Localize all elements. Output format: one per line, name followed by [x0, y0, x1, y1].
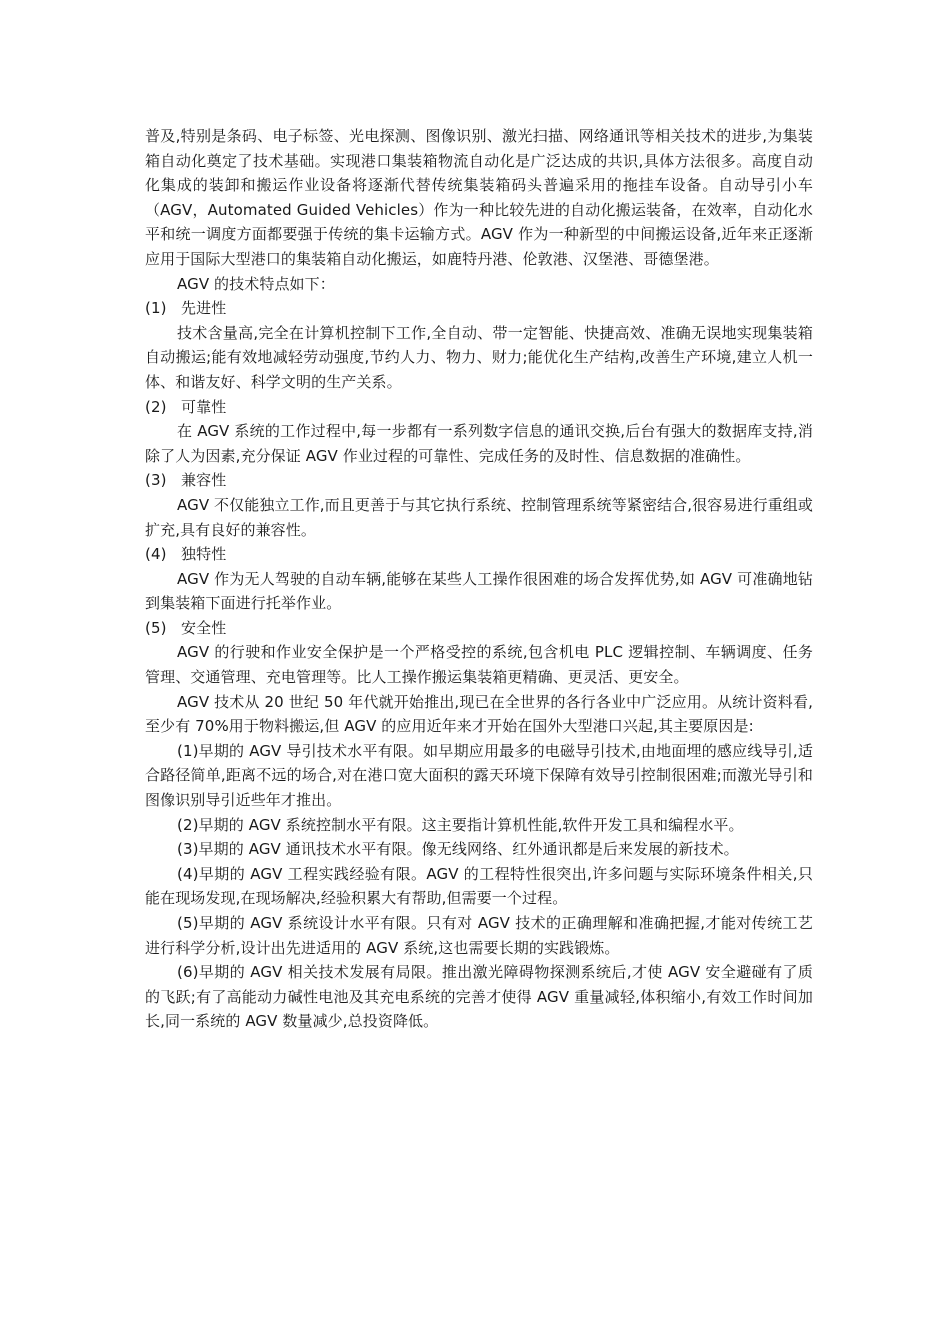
reason-item-1: (1)早期的 AGV 导引技术水平有限。如早期应用最多的电磁导引技术,由地面埋的感应线导引,适合路径简单,距离不远的场合,对在港口宽大面积的露天环境下保障有效导引控制很困难;而激光导引和图像识别导引近些年才推出。	[145, 741, 813, 810]
reason-item-2: (2)早期的 AGV 系统控制水平有限。这主要指计算机性能,软件开发工具和编程水平。	[177, 815, 744, 834]
heading-label: 兼容性	[181, 471, 227, 490]
reason-item-3: (3)早期的 AGV 通讯技术水平有限。像无线网络、红外通讯都是后来发展的新技术。	[177, 840, 739, 859]
heading-number: (2)	[145, 397, 167, 416]
heading-number: (5)	[145, 618, 167, 637]
heading-number: (1)	[145, 299, 167, 318]
document-body	[145, 124, 813, 1034]
feature-heading-reliability	[145, 395, 813, 420]
reason-item-6: (6)早期的 AGV 相关技术发展有局限。推出激光障碍物探测系统后,才使 AGV 安全避碰有了质的飞跃;有了高能动力碱性电池及其充电系统的完善才使得 AGV 重量减轻,体积缩小,有效工作时间加长,同一系统的 AGV 数量减少,总投资降低。	[145, 963, 813, 1031]
feature-heading-uniqueness	[145, 542, 813, 567]
heading-number: (3)	[145, 471, 167, 490]
heading-label: 先进性	[181, 299, 227, 318]
intro-paragraph: 普及,特别是条码、电子标签、光电探测、图像识别、激光扫描、网络通讯等相关技术的进步,为集装箱自动化奠定了技术基础。实现港口集装箱物流自动化是广泛达成的共识,具体方法很多。高度自动化集成的装卸和搬运作业设备将逐渐代替传统集装箱码头普遍采用的拖挂车设备。自动导引小车（AGV，Automated Guided Vehicles）作为一种比较先进的自动化搬运装备，在效率，自动化水平和统一调度方面都要强于传统的集卡运输方式。AGV 作为一种新型的中间搬运设备,近年来正逐渐应用于国际大型港口的集装箱自动化搬运，如鹿特丹港、伦敦港、汉堡港、哥德堡港。	[145, 127, 813, 268]
feature-heading-advanced	[145, 296, 813, 321]
heading-label: 可靠性	[181, 397, 227, 416]
reason-item-5: (5)早期的 AGV 系统设计水平有限。只有对 AGV 技术的正确理解和准确把握,才能对传统工艺进行科学分析,设计出先进适用的 AGV 系统,这也需要长期的实践锻炼。	[145, 914, 813, 957]
uniqueness-paragraph: AGV 作为无人驾驶的自动车辆,能够在某些人工操作很困难的场合发挥优势,如 AGV 可准确地钻到集装箱下面进行托举作业。	[145, 569, 813, 613]
feature-heading-safety	[145, 616, 813, 641]
advanced-paragraph: 技术含量高,完全在计算机控制下工作,全自动、带一定智能、快捷高效、准确无误地实现集装箱自动搬运;能有效地减轻劳动强度,节约人力、物力、财力;能优化生产结构,改善生产环境,建立人机一体、和谐友好、科学文明的生产关系。	[145, 323, 813, 391]
heading-label: 安全性	[181, 618, 227, 637]
heading-number: (4)	[145, 545, 167, 564]
reliability-paragraph: 在 AGV 系统的工作过程中,每一步都有一系列数字信息的通讯交换,后台有强大的数据库支持,消除了人为因素,充分保证 AGV 作业过程的可靠性、完成任务的及时性、信息数据的准确性。	[145, 422, 813, 465]
compatibility-paragraph: AGV 不仅能独立工作,而且更善于与其它执行系统、控制管理系统等紧密结合,很容易进行重组或扩充,具有良好的兼容性。	[145, 495, 813, 539]
feature-heading-compatibility	[145, 468, 813, 493]
heading-label: 独特性	[181, 545, 227, 564]
history-paragraph: AGV 技术从 20 世纪 50 年代就开始推出,现已在全世界的各行各业中广泛应用。从统计资料看,至少有 70%用于物料搬运,但 AGV 的应用近年来才开始在国外大型港口兴起,其主要原因是:	[145, 692, 813, 736]
reason-item-4: (4)早期的 AGV 工程实践经验有限。AGV 的工程特性很突出,许多问题与实际环境条件相关,只能在现场发现,在现场解决,经验积累大有帮助,但需要一个过程。	[145, 864, 813, 908]
features-intro-paragraph: AGV 的技术特点如下：	[177, 274, 335, 293]
safety-paragraph: AGV 的行驶和作业安全保护是一个严格受控的系统,包含机电 PLC 逻辑控制、车辆调度、任务管理、交通管理、充电管理等。比人工操作搬运集装箱更精确、更灵活、更安全。	[145, 643, 813, 687]
